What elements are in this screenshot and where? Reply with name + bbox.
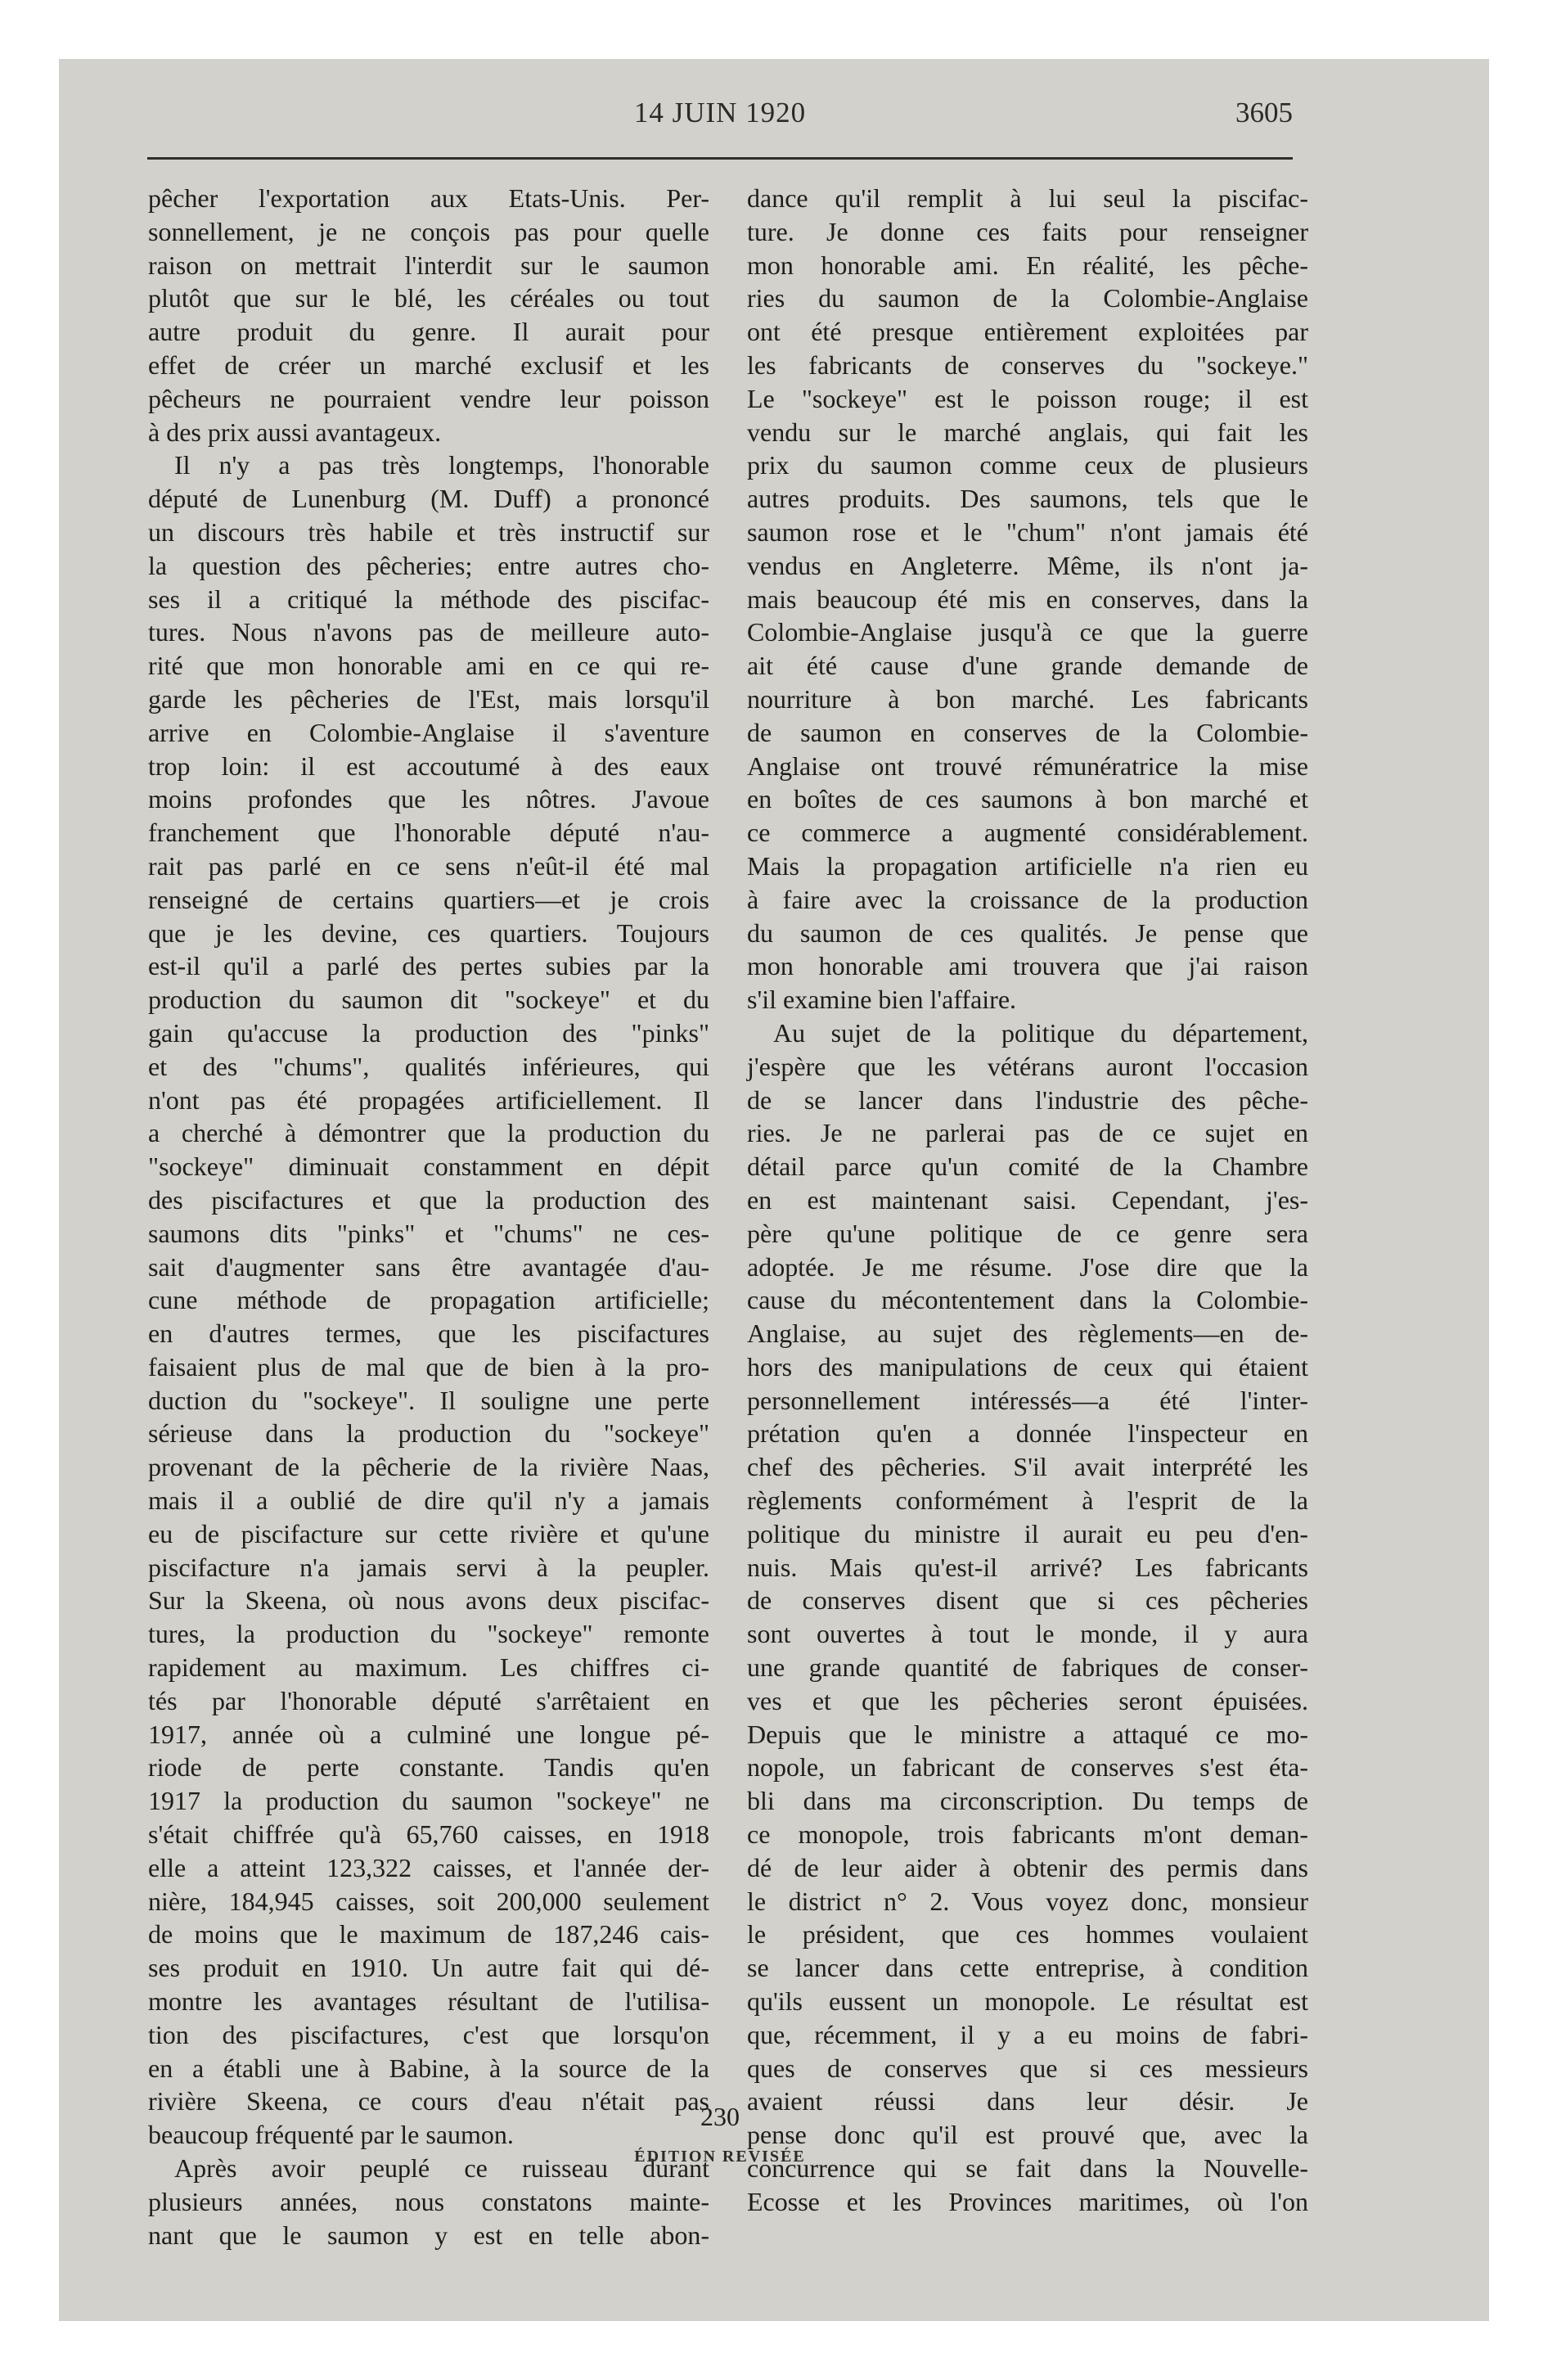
text-line: hors des manipulations de ceux qui étaient: [747, 1351, 1308, 1382]
text-line: politique du ministre il aurait eu peu d'en-: [747, 1518, 1308, 1548]
text-line: un discours très habile et très instructif sur: [148, 516, 709, 547]
text-line: en boîtes de ces saumons à bon marché et: [747, 784, 1308, 814]
text-line: nière, 184,945 caisses, soit 200,000 seulement: [148, 1886, 709, 1916]
text-line: nopole, un fabricant de conserves s'est éta-: [747, 1752, 1308, 1783]
text-line: de conserves disent que si ces pêcheries: [747, 1585, 1308, 1616]
text-line: en d'autres termes, que les piscifactures: [148, 1318, 709, 1349]
text-line: père qu'une politique de ce genre sera: [747, 1218, 1308, 1248]
text-line: provenant de la pêcherie de la rivière Naas,: [148, 1452, 709, 1482]
page-header: [147, 97, 1293, 146]
text-line: avaient réussi dans leur désir. Je: [747, 2086, 1308, 2116]
text-line: en a établi une à Babine, à la source de la: [148, 2053, 709, 2083]
text-line: règlements conformément à l'esprit de la: [747, 1485, 1308, 1516]
text-line: des piscifactures et que la production des: [148, 1184, 709, 1215]
text-line: vendu sur le marché anglais, qui fait les: [747, 417, 1308, 447]
text-line: Mais la propagation artificielle n'a rien eu: [747, 850, 1308, 881]
text-line: faisaient plus de mal que de bien à la pro-: [148, 1351, 709, 1382]
text-line: ses il a critiqué la méthode des piscifac-: [148, 584, 709, 614]
text-line: tures, la production du "sockeye" remonte: [148, 1619, 709, 1649]
text-line: Anglaise, au sujet des règlements—en de-: [747, 1318, 1308, 1349]
text-line: Le "sockeye" est le poisson rouge; il est: [747, 383, 1308, 413]
text-line: détail parce qu'un comité de la Chambre: [747, 1152, 1308, 1182]
text-line: ait été cause d'une grande demande de: [747, 651, 1308, 681]
text-line: Il n'y a pas très longtemps, l'honorable: [174, 450, 709, 480]
text-line: sonnellement, je ne conçois pas pour quelle: [148, 216, 709, 246]
text-line: mais beaucoup été mis en conserves, dans la: [747, 584, 1308, 614]
right-column: [747, 182, 1308, 2219]
text-line: concurrence qui se fait dans la Nouvelle-: [747, 2153, 1308, 2184]
text-line: nuis. Mais qu'est-il arrivé? Les fabricants: [747, 1552, 1308, 1582]
text-line: que, récemment, il y a eu moins de fabri-: [747, 2019, 1308, 2049]
text-line: Anglaise ont trouvé rémunératrice la mise: [747, 751, 1308, 781]
text-line: sont ouvertes à tout le monde, il y aura: [747, 1619, 1308, 1649]
text-line: les fabricants de conserves du "sockeye.": [747, 349, 1308, 380]
text-line: trop loin: il est accoutumé à des eaux: [148, 751, 709, 781]
text-line: Depuis que le ministre a attaqué ce mo-: [747, 1719, 1308, 1749]
text-line: plutôt que sur le blé, les céréales ou tout: [148, 283, 709, 313]
text-line: Après avoir peuplé ce ruisseau durant: [174, 2153, 709, 2184]
text-line: rivière Skeena, ce cours d'eau n'était pas: [148, 2086, 709, 2116]
header-rule: [147, 157, 1293, 160]
text-line: gain qu'accuse la production des "pinks": [148, 1017, 709, 1048]
text-line: rait pas parlé en ce sens n'eût-il été mal: [148, 850, 709, 881]
text-line: une grande quantité de fabriques de conser-: [747, 1652, 1308, 1683]
text-line: bli dans ma circonscription. Du temps de: [747, 1786, 1308, 1816]
edition-label: ÉDITION REVISÉE: [634, 2148, 806, 2166]
folio-number: 230: [700, 2102, 740, 2131]
text-line: s'il examine bien l'affaire.: [747, 985, 1017, 1015]
text-line: Sur la Skeena, où nous avons deux piscifac-: [148, 1585, 709, 1616]
text-line: sérieuse dans la production du "sockeye": [148, 1418, 709, 1449]
text-line: personnellement intéressés—a été l'inter-: [747, 1385, 1308, 1415]
text-line: 1917, année où a culminé une longue pé-: [148, 1719, 709, 1749]
text-line: ries du saumon de la Colombie-Anglaise: [747, 283, 1308, 313]
text-line: prétation qu'en a donnée l'inspecteur en: [747, 1418, 1308, 1449]
text-line: qu'ils eussent un monopole. Le résultat est: [747, 1986, 1308, 2017]
text-line: renseigné de certains quartiers—et je crois: [148, 884, 709, 914]
text-line: ont été presque entièrement exploitées par: [747, 317, 1308, 347]
text-line: la question des pêcheries; entre autres cho-: [148, 550, 709, 580]
text-line: montre les avantages résultant de l'utilisa-: [148, 1986, 709, 2017]
text-line: le district n° 2. Vous voyez donc, monsieur: [747, 1886, 1308, 1916]
text-line: sait d'augmenter sans être avantagée d'au-: [148, 1251, 709, 1282]
text-line: elle a atteint 123,322 caisses, et l'année der-: [148, 1852, 709, 1882]
text-line: raison on mettrait l'interdit sur le saumon: [148, 250, 709, 280]
text-line: autres produits. Des saumons, tels que le: [747, 484, 1308, 514]
text-line: à des prix aussi avantageux.: [148, 417, 442, 447]
text-line: plusieurs années, nous constatons mainte-: [148, 2186, 709, 2216]
text-line: "sockeye" diminuait constamment en dépit: [148, 1152, 709, 1182]
text-line: dé de leur aider à obtenir des permis dans: [747, 1852, 1308, 1882]
text-line: eu de piscifacture sur cette rivière et qu'une: [148, 1518, 709, 1548]
text-line: production du saumon dit "sockeye" et du: [148, 985, 709, 1015]
text-line: ce monopole, trois fabricants m'ont deman-: [747, 1819, 1308, 1850]
text-line: pêcher l'exportation aux Etats-Unis. Per-: [148, 183, 709, 213]
text-line: ture. Je donne ces faits pour renseigner: [747, 216, 1308, 246]
text-line: tures. Nous n'avons pas de meilleure auto-: [148, 617, 709, 647]
text-line: est-il qu'il a parlé des pertes subies par la: [148, 951, 709, 981]
text-line: mais il a oublié de dire qu'il n'y a jamais: [148, 1485, 709, 1516]
text-line: garde les pêcheries de l'Est, mais lorsqu'il: [148, 683, 709, 714]
left-column: [148, 182, 709, 2252]
text-line: duction du "sockeye". Il souligne une perte: [148, 1385, 709, 1415]
text-line: a cherché à démontrer que la production du: [148, 1118, 709, 1148]
text-line: piscifacture n'a jamais servi à la peupler.: [148, 1552, 709, 1582]
header-page-number: 3605: [1235, 97, 1293, 128]
text-line: député de Lunenburg (M. Duff) a prononcé: [148, 484, 709, 514]
text-line: que je les devine, ces quartiers. Toujours: [148, 917, 709, 948]
text-line: à faire avec la croissance de la production: [747, 884, 1308, 914]
text-line: en est maintenant saisi. Cependant, j'es-: [747, 1184, 1308, 1215]
text-line: beaucoup fréquenté par le saumon.: [148, 2120, 514, 2150]
text-line: nourriture à bon marché. Les fabricants: [747, 683, 1308, 714]
text-line: se lancer dans cette entreprise, à condition: [747, 1953, 1308, 1983]
text-line: s'était chiffrée qu'à 65,760 caisses, en 1918: [148, 1819, 709, 1850]
text-line: 1917 la production du saumon "sockeye" ne: [148, 1786, 709, 1816]
header-date: 14 JUIN 1920: [633, 97, 807, 128]
text-line: autre produit du genre. Il aurait pour: [148, 317, 709, 347]
text-line: franchement que l'honorable député n'au-: [148, 818, 709, 848]
text-line: du saumon de ces qualités. Je pense que: [747, 917, 1308, 948]
text-line: riode de perte constante. Tandis qu'en: [148, 1752, 709, 1783]
text-line: j'espère que les vétérans auront l'occasion: [747, 1051, 1308, 1081]
text-line: Colombie-Anglaise jusqu'à ce que la guerre: [747, 617, 1308, 647]
text-line: et des "chums", qualités inférieures, qui: [148, 1051, 709, 1081]
text-line: de moins que le maximum de 187,246 cais-: [148, 1919, 709, 1950]
text-line: adoptée. Je me résume. J'ose dire que la: [747, 1251, 1308, 1282]
text-line: ce commerce a augmenté considérablement.: [747, 818, 1308, 848]
text-line: ries. Je ne parlerai pas de ce sujet en: [747, 1118, 1308, 1148]
text-line: mon honorable ami. En réalité, les pêche-: [747, 250, 1308, 280]
text-line: effet de créer un marché exclusif et les: [148, 349, 709, 380]
text-line: rité que mon honorable ami en ce qui re-: [148, 651, 709, 681]
text-line: saumons dits "pinks" et "chums" ne ces-: [148, 1218, 709, 1248]
text-line: ses produit en 1910. Un autre fait qui dé-: [148, 1953, 709, 1983]
text-line: pêcheurs ne pourraient vendre leur poisson: [148, 383, 709, 413]
text-line: moins profondes que les nôtres. J'avoue: [148, 784, 709, 814]
text-line: arrive en Colombie-Anglaise il s'aventure: [148, 717, 709, 747]
text-line: saumon rose et le "chum" n'ont jamais été: [747, 516, 1308, 547]
text-line: tés par l'honorable député s'arrêtaient en: [148, 1685, 709, 1715]
text-line: cause du mécontentement dans la Colombie-: [747, 1285, 1308, 1315]
text-line: de se lancer dans l'industrie des pêche-: [747, 1084, 1308, 1115]
text-line: mon honorable ami trouvera que j'ai raison: [747, 951, 1308, 981]
text-line: rapidement au maximum. Les chiffres ci-: [148, 1652, 709, 1683]
text-line: ves et que les pêcheries seront épuisées.: [747, 1685, 1308, 1715]
text-line: le président, que ces hommes voulaient: [747, 1919, 1308, 1950]
text-line: de saumon en conserves de la Colombie-: [747, 717, 1308, 747]
text-line: cune méthode de propagation artificielle;: [148, 1285, 709, 1315]
text-line: nant que le saumon y est en telle abon-: [148, 2220, 709, 2250]
text-line: Au sujet de la politique du département,: [773, 1017, 1308, 1048]
text-line: chef des pêcheries. S'il avait interprété les: [747, 1452, 1308, 1482]
text-line: Ecosse et les Provinces maritimes, où l'on: [747, 2186, 1308, 2216]
text-line: pense donc qu'il est prouvé que, avec la: [747, 2120, 1308, 2150]
text-line: n'ont pas été propagées artificiellement. Il: [148, 1084, 709, 1115]
text-line: prix du saumon comme ceux de plusieurs: [747, 450, 1308, 480]
text-line: tion des piscifactures, c'est que lorsqu'on: [148, 2019, 709, 2049]
text-line: vendus en Angleterre. Même, ils n'ont ja-: [747, 550, 1308, 580]
text-line: ques de conserves que si ces messieurs: [747, 2053, 1308, 2083]
text-line: dance qu'il remplit à lui seul la piscifac-: [747, 183, 1308, 213]
